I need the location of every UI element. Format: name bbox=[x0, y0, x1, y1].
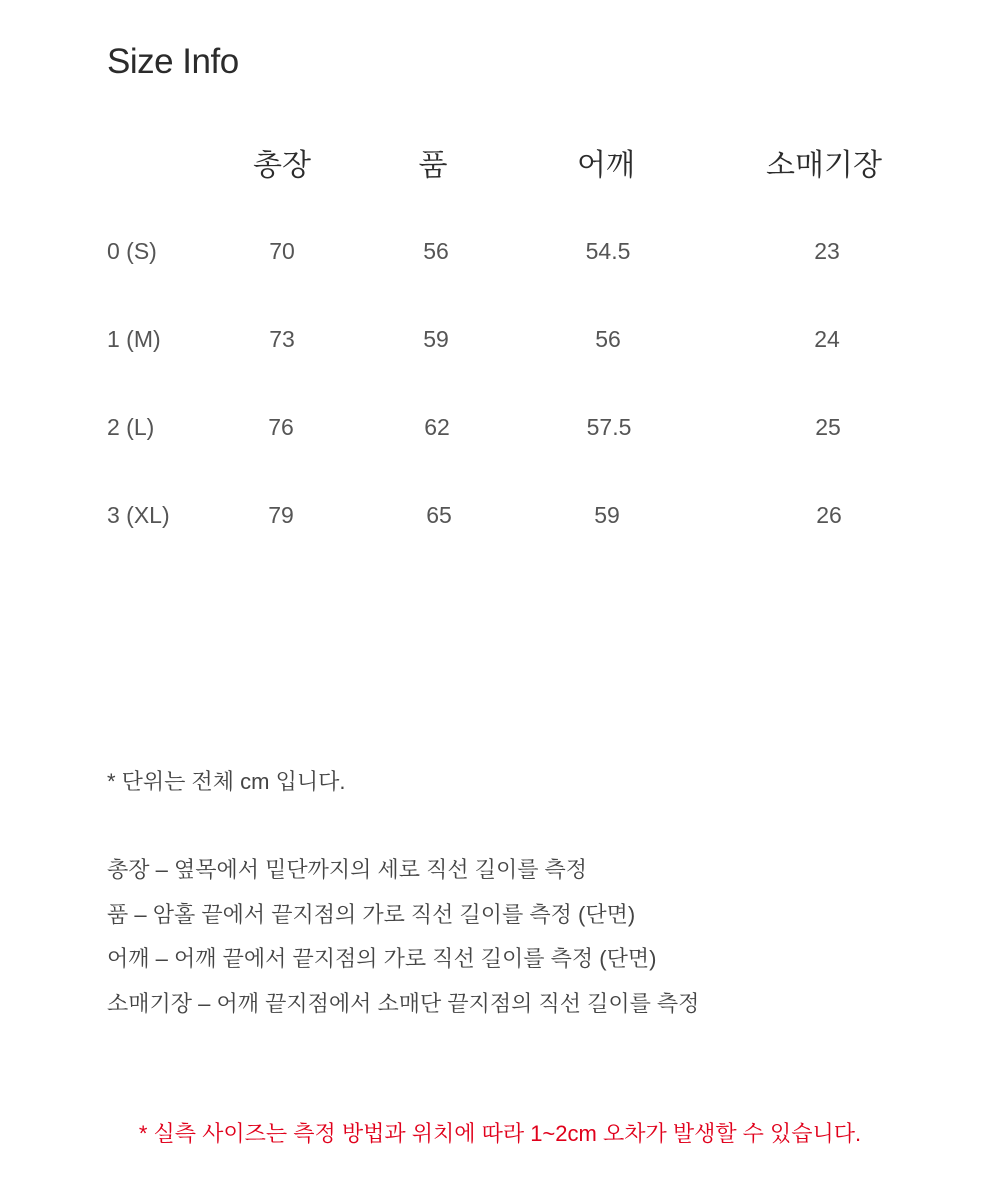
table-cell: 59 bbox=[423, 326, 449, 352]
column-header-chest: 품 bbox=[418, 149, 448, 182]
table-cell: 65 bbox=[426, 502, 452, 528]
page-title: Size Info bbox=[107, 42, 239, 81]
measurement-definitions bbox=[107, 848, 699, 1026]
table-cell: 54.5 bbox=[585, 238, 631, 264]
definition-shoulder: 어깨 – 어깨 끝에서 끝지점의 가로 직선 길이를 측정 (단면) bbox=[107, 946, 657, 971]
table-cell: 25 bbox=[815, 414, 841, 440]
table-cell: 26 bbox=[816, 502, 842, 528]
table-cell: 73 bbox=[269, 326, 295, 352]
table-cell: 76 bbox=[268, 414, 294, 440]
table-cell: 56 bbox=[423, 238, 449, 264]
row-label-size: 1 (M) bbox=[107, 326, 161, 352]
row-label-size: 2 (L) bbox=[107, 414, 155, 440]
table-cell: 62 bbox=[424, 414, 450, 440]
table-cell: 24 bbox=[814, 326, 840, 352]
definition-total-length: 총장 – 옆목에서 밑단까지의 세로 직선 길이를 측정 bbox=[107, 857, 588, 882]
row-label-size: 3 (XL) bbox=[107, 502, 170, 528]
table-cell: 70 bbox=[269, 238, 295, 264]
unit-note: * 단위는 전체 cm 입니다. bbox=[107, 769, 346, 794]
table-cell: 59 bbox=[594, 502, 620, 528]
table-cell: 56 bbox=[595, 326, 621, 352]
size-table bbox=[0, 0, 1000, 560]
row-label-size: 0 (S) bbox=[107, 238, 157, 264]
column-header-total-length: 총장 bbox=[253, 149, 311, 182]
table-cell: 57.5 bbox=[586, 414, 632, 440]
definition-sleeve-length: 소매기장 – 어깨 끝지점에서 소매단 끝지점의 직선 길이를 측정 bbox=[107, 990, 700, 1016]
table-cell: 79 bbox=[268, 502, 294, 528]
column-header-shoulder: 어깨 bbox=[577, 149, 635, 182]
measurement-warning: * 실측 사이즈는 측정 방법과 위치에 따라 1~2cm 오차가 발생할 수 있습니다. bbox=[138, 1121, 862, 1146]
column-header-sleeve-length: 소매기장 bbox=[766, 149, 882, 182]
table-cell: 23 bbox=[814, 238, 840, 264]
definition-chest: 품 – 암홀 끝에서 끝지점의 가로 직선 길이를 측정 (단면) bbox=[107, 901, 636, 927]
